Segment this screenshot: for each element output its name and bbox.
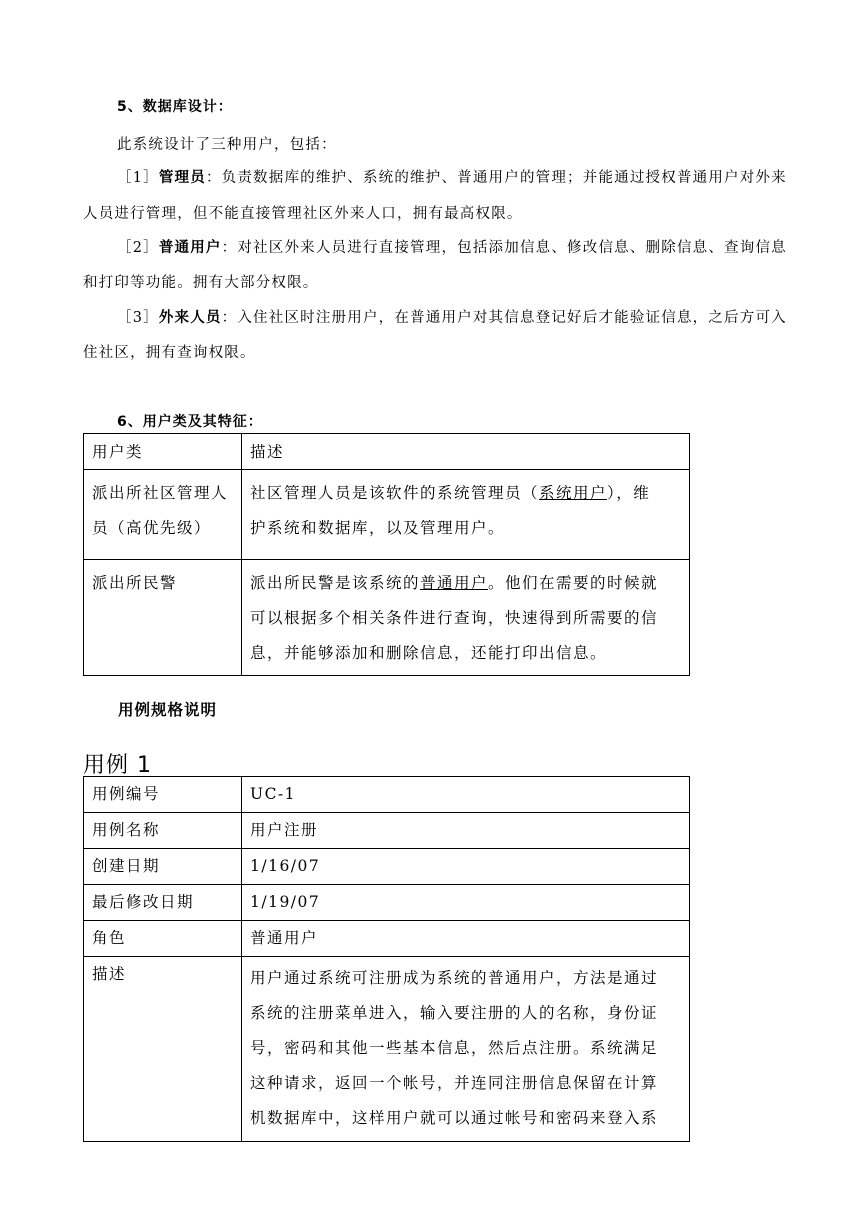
user-type-term-visitor: 外来人员 [158, 310, 222, 326]
usecase-title: 用例 1 [83, 753, 152, 778]
user-type-term-admin: 管理员 [158, 170, 206, 186]
table-row [84, 560, 690, 676]
section5-heading: 5、数据库设计： [117, 99, 233, 115]
table-row [84, 921, 690, 957]
system-user-link: 系统用户 [539, 484, 608, 502]
user-type-item-1-cont: 人员进行管理，但不能直接管理社区外来人口，拥有最高权限。 [83, 206, 523, 222]
user-type-item-3-cont: 住社区，拥有查询权限。 [83, 345, 256, 361]
table-row [84, 957, 690, 1142]
uc-label: 角色 [84, 921, 242, 957]
header-user-class: 用户类 [84, 434, 242, 470]
user-class-desc-cell: 社区管理人员是该软件的系统管理员（系统用户），维 护系统和数据库，以及管理用户。 [242, 470, 690, 560]
user-type-item-1: ［1］管理员：负责数据库的维护、系统的维护、普通用户的管理；并能通过授权普通用户对外来 [117, 170, 787, 186]
uc-label: 创建日期 [84, 849, 242, 885]
uc-value: 1/16/07 [242, 849, 690, 885]
user-class-desc-cell: 派出所民警是该系统的普通用户。他们在需要的时候就 可以根据多个相关条件进行查询，快速得到所需要的信 息，并能够添加和删除信息，还能打印出信息。 [242, 560, 690, 676]
section5-intro: 此系统设计了三种用户，包括： [117, 137, 337, 153]
user-type-item-3: ［3］外来人员：入住社区时注册用户，在普通用户对其信息登记好后才能验证信息，之后方可入 [117, 310, 787, 326]
user-type-item-2-cont: 和打印等功能。拥有大部分权限。 [83, 275, 319, 291]
uc-value: 普通用户 [242, 921, 690, 957]
table-row [84, 849, 690, 885]
user-type-item-2: ［2］普通用户：对社区外来人员进行直接管理，包括添加信息、修改信息、删除信息、查询信息 [117, 240, 787, 256]
user-class-cell: 派出所民警 [84, 560, 242, 676]
uc-label: 用例编号 [84, 777, 242, 813]
uc-value: UC-1 [242, 777, 690, 813]
user-class-cell: 派出所社区管理人 员（高优先级） [84, 470, 242, 560]
section6-heading: 6、用户类及其特征： [117, 414, 263, 430]
uc-label: 描述 [84, 957, 242, 1142]
normal-user-link: 普通用户 [420, 574, 489, 592]
table-row [84, 777, 690, 813]
table-row [84, 813, 690, 849]
user-type-term-normal: 普通用户 [158, 240, 222, 256]
uc-label: 用例名称 [84, 813, 242, 849]
usecase-table [83, 776, 690, 1142]
uc-value: 用户注册 [242, 813, 690, 849]
uc-description: 用户通过系统可注册成为系统的普通用户，方法是通过 系统的注册菜单进入，输入要注册的人的名称，身份证 号，密码和其他一些基本信息，然后点注册。系统满足 这种请求，返回一个帐号，并连同注册信息保留在计算 机数据库中，这样用户就可以通过帐号和密码来登入系 [242, 957, 690, 1142]
user-class-table [83, 433, 690, 676]
header-description: 描述 [242, 434, 690, 470]
uc-value: 1/19/07 [242, 885, 690, 921]
uc-label: 最后修改日期 [84, 885, 242, 921]
usecase-section-heading: 用例规格说明 [118, 701, 218, 719]
table-row [84, 885, 690, 921]
table-header-row [84, 434, 690, 470]
table-row [84, 470, 690, 560]
